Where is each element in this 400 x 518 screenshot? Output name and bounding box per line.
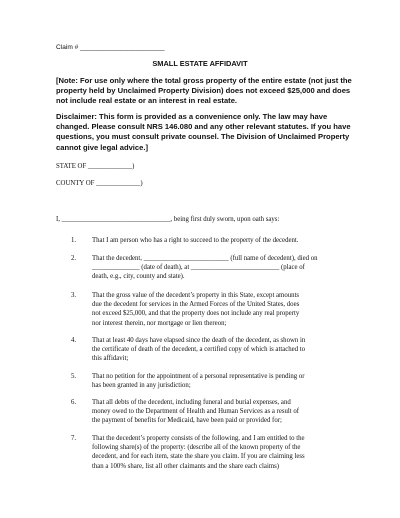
item-line: following share(s) of the property: (describe all of the known property of the: [92, 444, 301, 452]
claim-number-line: Claim # _______________________: [56, 44, 165, 51]
item-line: has been granted in any jurisdiction;: [92, 382, 191, 390]
item-line: ______________ (date of death), at __________________________ (place of: [92, 264, 305, 272]
item-line: the payment of benefits for Medicaid, have been paid or provided for;: [92, 417, 282, 425]
item-line: nor interest therein, nor mortgage or lien thereon;: [92, 319, 227, 327]
item-line: That the gross value of the decedent’s property in this State, except amounts: [92, 292, 300, 299]
item-line: this affidavit;: [92, 355, 129, 363]
item-line: the certificate of death of the decedent, a certified copy of which is attached to: [92, 346, 306, 354]
item-number: 2.: [71, 255, 77, 262]
usage-note: [Note: For use only where the total gross property of the entire estate (not just the property held by Unclaimed Property Division) does not exceed $25,000 and does not include real estate or an interest in real estate.: [56, 76, 352, 106]
county-line: COUNTY OF _____________): [56, 180, 143, 187]
item-line: That at least 40 days have elapsed since the death of the decedent, as shown in: [92, 337, 306, 344]
item-line: not exceed $25,000, and that the property does not include any real property: [92, 310, 300, 318]
item-line: That I am person who has a right to succeed to the property of the decedent.: [92, 237, 299, 244]
affiant-intro: I, ________________________________, being first duly sworn, upon oath says:: [56, 216, 280, 223]
state-line: STATE OF _____________): [56, 163, 135, 170]
item-number: 5.: [71, 373, 77, 380]
item-number: 1.: [71, 237, 77, 244]
item-line: That the decedent, _________________________ (full name of decedent), died on: [92, 255, 318, 262]
item-line: That all debts of the decedent, including funeral and burial expenses, and: [92, 399, 291, 406]
item-number: 7.: [71, 435, 77, 442]
disclaimer: Disclaimer: This form is provided as a convenience only. The law may have changed. Please consult NRS 146.080 and any other relevant statutes. If you have questions, you must consult private counsel. The Division of Unclaimed Property cannot give legal advice.]: [56, 112, 351, 152]
item-line: That the decedent’s property consists of the following, and I am entitled to the: [92, 435, 305, 442]
item-line: That no petition for the appointment of a personal representative is pending or: [92, 373, 305, 380]
item-number: 4.: [71, 337, 77, 344]
item-line: decedent, and for each item, state the share you claim. If you are claiming less: [92, 453, 305, 461]
form-title: SMALL ESTATE AFFIDAVIT: [152, 59, 248, 68]
item-line: money owed to the Department of Health and Human Services as a result of: [92, 408, 300, 416]
item-line: due the decedent for services in the Armed Forces of the United States, does: [92, 301, 300, 309]
item-number: 6.: [71, 399, 77, 406]
item-line: death, e.g., city, county and state).: [92, 273, 185, 281]
item-number: 3.: [71, 292, 77, 299]
item-line: than a 100% share, list all other claimants and the share each claims): [92, 462, 280, 470]
